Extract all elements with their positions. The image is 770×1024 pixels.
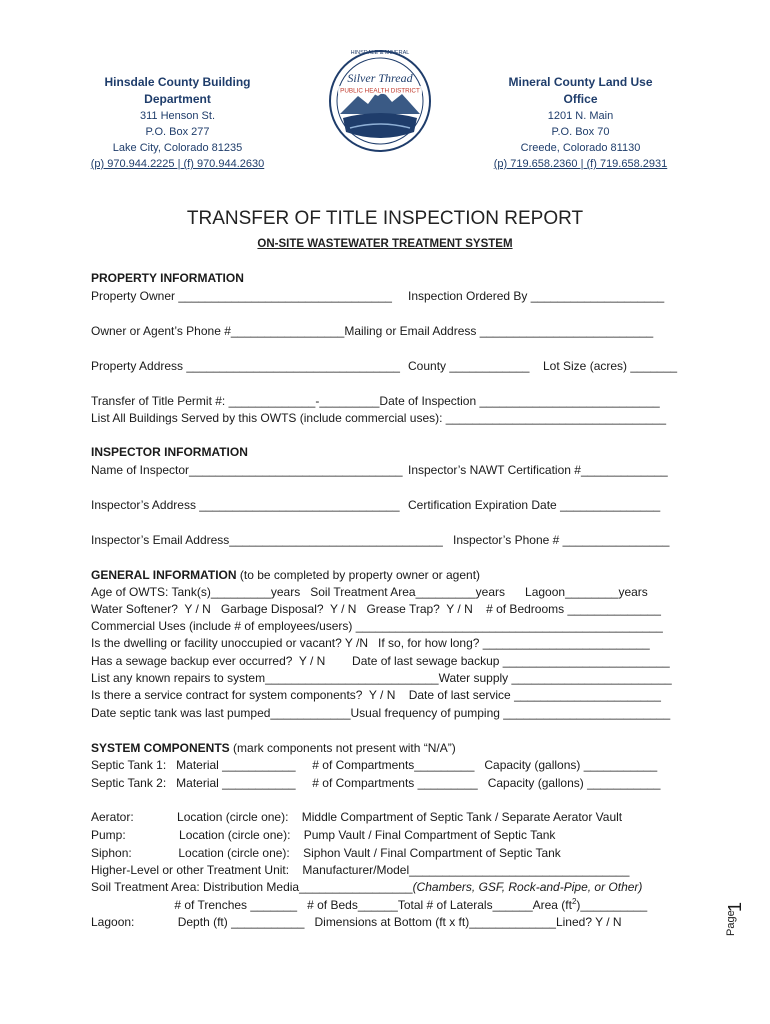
soil-treatment-area-field[interactable] <box>91 880 642 894</box>
nawt-certification-field[interactable]: Inspector’s NAWT Certification #_____________ <box>408 463 668 477</box>
general-heading: GENERAL INFORMATION <box>91 568 237 582</box>
repairs-water-supply-field[interactable]: List any known repairs to system__________________________Water supply ________________________ <box>91 671 672 685</box>
vacancy-field[interactable]: Is the dwelling or facility unoccupied or vacant? Y /N If so, for how long? _________________________ <box>91 636 650 650</box>
right-office-po-box: P.O. Box 70 <box>551 126 610 138</box>
soil-area-options: (Chambers, GSF, Rock-and-Pipe, or Other) <box>412 880 643 894</box>
permit-date-field[interactable]: Transfer of Title Permit #: _____________-_________Date of Inspection ___________________________ <box>91 394 660 408</box>
soil-area-label: Soil Treatment Area: Distribution Media_________________ <box>91 880 413 894</box>
left-office-block <box>85 74 270 172</box>
inspector-name-field[interactable]: Name of Inspector________________________________ <box>91 463 403 477</box>
components-heading: SYSTEM COMPONENTS <box>91 741 230 755</box>
inspector-heading: INSPECTOR INFORMATION <box>91 445 248 459</box>
lot-size-field[interactable]: Lot Size (acres) _______ <box>543 359 678 373</box>
higher-level-unit-field[interactable]: Higher-Level or other Treatment Unit: Manufacturer/Model_________________________________ <box>91 863 630 877</box>
pump-field[interactable]: Pump: Location (circle one): Pump Vault / Final Compartment of Septic Tank <box>91 828 556 842</box>
property-heading: PROPERTY INFORMATION <box>91 271 244 285</box>
aerator-field[interactable]: Aerator: Location (circle one): Middle Compartment of Septic Tank / Separate Aerator Vault <box>91 810 623 824</box>
components-heading-line <box>91 741 456 755</box>
trenches-beds-field[interactable] <box>91 897 647 912</box>
phone-email-field[interactable]: Owner or Agent’s Phone #_________________Mailing or Email Address __________________________ <box>91 324 654 338</box>
area-tail: )__________ <box>576 898 648 912</box>
commercial-uses-field[interactable]: Commercial Uses (include # of employees/users) ______________________________________________ <box>91 619 663 633</box>
left-office-city: Lake City, Colorado 81235 <box>112 142 243 154</box>
left-office-name-1: Hinsdale County Building <box>104 75 251 89</box>
inspector-email-field[interactable]: Inspector’s Email Address________________________________ <box>91 533 443 547</box>
property-owner-field[interactable]: Property Owner ________________________________ <box>91 289 392 303</box>
logo-band-text: PUBLIC HEALTH DISTRICT <box>340 87 420 95</box>
inspector-address-field[interactable]: Inspector’s Address ______________________________ <box>91 498 400 512</box>
right-office-city: Creede, Colorado 81130 <box>520 142 641 154</box>
siphon-field[interactable]: Siphon: Location (circle one): Siphon Vault / Final Compartment of Septic Tank <box>91 846 561 860</box>
page-number: 1 <box>725 901 745 912</box>
page-number-label <box>720 894 760 938</box>
service-contract-field[interactable]: Is there a service contract for system components? Y / N Date of last service ______________________ <box>91 688 661 702</box>
right-office-name-2: Office <box>563 92 598 106</box>
left-office-phones[interactable]: (p) 970.944.2225 | (f) 970.944.2630 <box>90 158 265 170</box>
left-office-street: 311 Henson St. <box>139 110 215 122</box>
left-office-name-2: Department <box>144 92 211 106</box>
document-subtitle: ON-SITE WASTEWATER TREATMENT SYSTEM <box>257 238 513 250</box>
inspection-ordered-by-field[interactable]: Inspection Ordered By ____________________ <box>408 289 665 303</box>
document-title: TRANSFER OF TITLE INSPECTION REPORT <box>186 208 584 229</box>
right-office-name-1: Mineral County Land Use <box>508 75 653 89</box>
right-office-phones[interactable]: (p) 719.658.2360 | (f) 719.658.2931 <box>493 158 668 170</box>
lagoon-field[interactable]: Lagoon: Depth (ft) ___________ Dimensions at Bottom (ft x ft)_____________Lined? Y / N <box>91 915 622 929</box>
equipment-bedrooms-field[interactable]: Water Softener? Y / N Garbage Disposal? Y / N Grease Trap? Y / N # of Bedrooms ______________ <box>91 602 661 616</box>
area-superscript: 2 <box>571 897 577 906</box>
property-address-field[interactable]: Property Address ________________________________ <box>91 359 400 373</box>
buildings-served-field[interactable]: List All Buildings Served by this OWTS (include commercial uses): _________________________________ <box>91 411 667 425</box>
logo-top-text: HINSDALE & MINERAL <box>350 50 410 56</box>
components-heading-note: (mark components not present with “N/A”) <box>229 741 456 755</box>
silver-thread-logo <box>328 44 432 158</box>
right-office-street: 1201 N. Main <box>547 110 614 122</box>
septic-tank-2-field[interactable]: Septic Tank 2: Material ___________ # of Compartments _________ Capacity (gallons) ___________ <box>91 776 661 790</box>
county-field[interactable]: County ____________ <box>408 359 530 373</box>
certification-expiration-field[interactable]: Certification Expiration Date _______________ <box>408 498 661 512</box>
inspector-phone-field[interactable]: Inspector’s Phone # ________________ <box>453 533 670 547</box>
page-word: Page <box>725 910 737 936</box>
sewage-backup-field[interactable]: Has a sewage backup ever occurred? Y / N Date of last sewage backup _________________________ <box>91 654 670 668</box>
left-office-po-box: P.O. Box 277 <box>145 126 210 138</box>
septic-tank-1-field[interactable]: Septic Tank 1: Material ___________ # of Compartments_________ Capacity (gallons) ___________ <box>91 758 658 772</box>
right-office-block <box>488 74 673 172</box>
owts-age-field[interactable]: Age of OWTS: Tank(s)_________years Soil Treatment Area_________years Lagoon________years <box>91 585 648 599</box>
general-heading-note: (to be completed by property owner or agent) <box>236 568 481 582</box>
general-heading-line <box>91 568 480 582</box>
pumping-field[interactable]: Date septic tank was last pumped____________Usual frequency of pumping _________________________ <box>91 706 671 720</box>
logo-script-text: Silver Thread <box>347 71 413 85</box>
trenches-label: # of Trenches _______ # of Beds______Total # of Laterals______Area (ft <box>91 898 572 912</box>
